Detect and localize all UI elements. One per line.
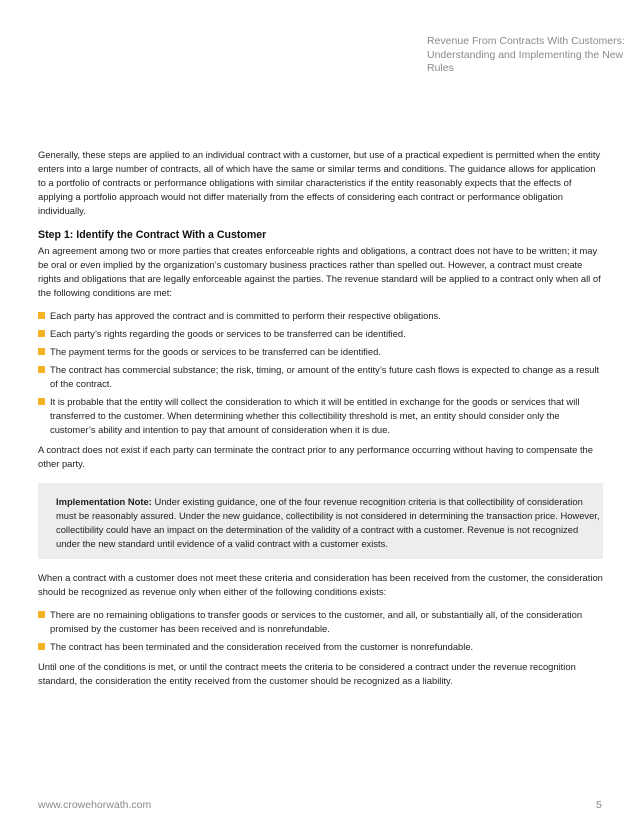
list-item: The payment terms for the goods or services to be transferred can be identified. xyxy=(38,345,603,359)
list-item: The contract has commercial substance; the risk, timing, or amount of the entity’s future cash flows is expected to change as a result of the contract. xyxy=(38,363,603,391)
main-content xyxy=(38,148,603,688)
document-header-title: Revenue From Contracts With Customers: Understanding and Implementing the New Rules xyxy=(427,35,625,74)
footer-url: www.crowehorwath.com xyxy=(38,799,152,811)
bullet-square-icon xyxy=(38,611,45,618)
note-label: Implementation Note: xyxy=(56,496,152,507)
page-number: 5 xyxy=(596,799,602,811)
step1-paragraph: An agreement among two or more parties that creates enforceable rights and obligations, a contract does not have to be written; it may be oral or even implied by the organization’s customary business practices rather than spelled out. However, a contract must create rights and obligations that are legally enforceable against the parties. The revenue standard will be applied to a contract only when all of the following conditions are met: xyxy=(38,245,601,298)
list-item: Each party’s rights regarding the goods or services to be transferred can be identified. xyxy=(38,327,603,341)
list-item: There are no remaining obligations to transfer goods or services to the customer, and all, or substantially all, of the consideration promised by the customer has been received and is nonrefundable. xyxy=(38,608,603,636)
bullet-square-icon xyxy=(38,366,45,373)
note-text: Under existing guidance, one of the four revenue recognition criteria is that collectibility of consideration must be reasonably assured. Under the new guidance, collectibility is not considered in determining the transaction price. However, collectibility could have an impact on the determination of the validity of a contract with a customer. Revenue is not recognized under the new standard until evidence of a valid contract with a customer exists. xyxy=(56,496,600,549)
liability-paragraph: Until one of the conditions is met, or until the contract meets the criteria to be considered a contract under the revenue recognition standard, the consideration the entity received from the customer should be recognized as a liability. xyxy=(38,661,576,686)
list-item: The contract has been terminated and the consideration received from the customer is nonrefundable. xyxy=(38,640,603,654)
bullet-square-icon xyxy=(38,348,45,355)
implementation-note xyxy=(56,495,601,551)
list-item: Each party has approved the contract and is committed to perform their respective obligations. xyxy=(38,309,603,323)
bullet-square-icon xyxy=(38,330,45,337)
bullet-square-icon xyxy=(38,312,45,319)
conditions-list xyxy=(38,309,603,437)
bullet-square-icon xyxy=(38,398,45,405)
list-item: It is probable that the entity will collect the consideration to which it will be entitled in exchange for the goods or services that will transferred to the customer. When determining whether this collectibility threshold is met, an entity should consider only the customer’s ability and intention to pay that amount of consideration when it is due. xyxy=(38,395,603,437)
exceptions-list xyxy=(38,608,603,654)
bullet-square-icon xyxy=(38,643,45,650)
step1-heading: Step 1: Identify the Contract With a Customer xyxy=(38,229,267,241)
no-contract-paragraph: A contract does not exist if each party can terminate the contract prior to any performance occurring without having to compensate the other party. xyxy=(38,444,593,469)
criteria-not-met-paragraph: When a contract with a customer does not meet these criteria and consideration has been received from the customer, the consideration should be recognized as revenue only when either of the following conditions exists: xyxy=(38,572,603,597)
implementation-note-box xyxy=(38,483,603,559)
intro-paragraph: Generally, these steps are applied to an individual contract with a customer, but use of a practical expedient is permitted when the entity enters into a large number of contracts, all of which have the same or similar terms and conditions. The guidance allows for application to a portfolio of contracts or performance obligations with similar characteristics if the entity reasonably expects that the effects of applying a portfolio approach would not differ materially from the effects of considering each contract or performance obligation individually. xyxy=(38,149,601,216)
